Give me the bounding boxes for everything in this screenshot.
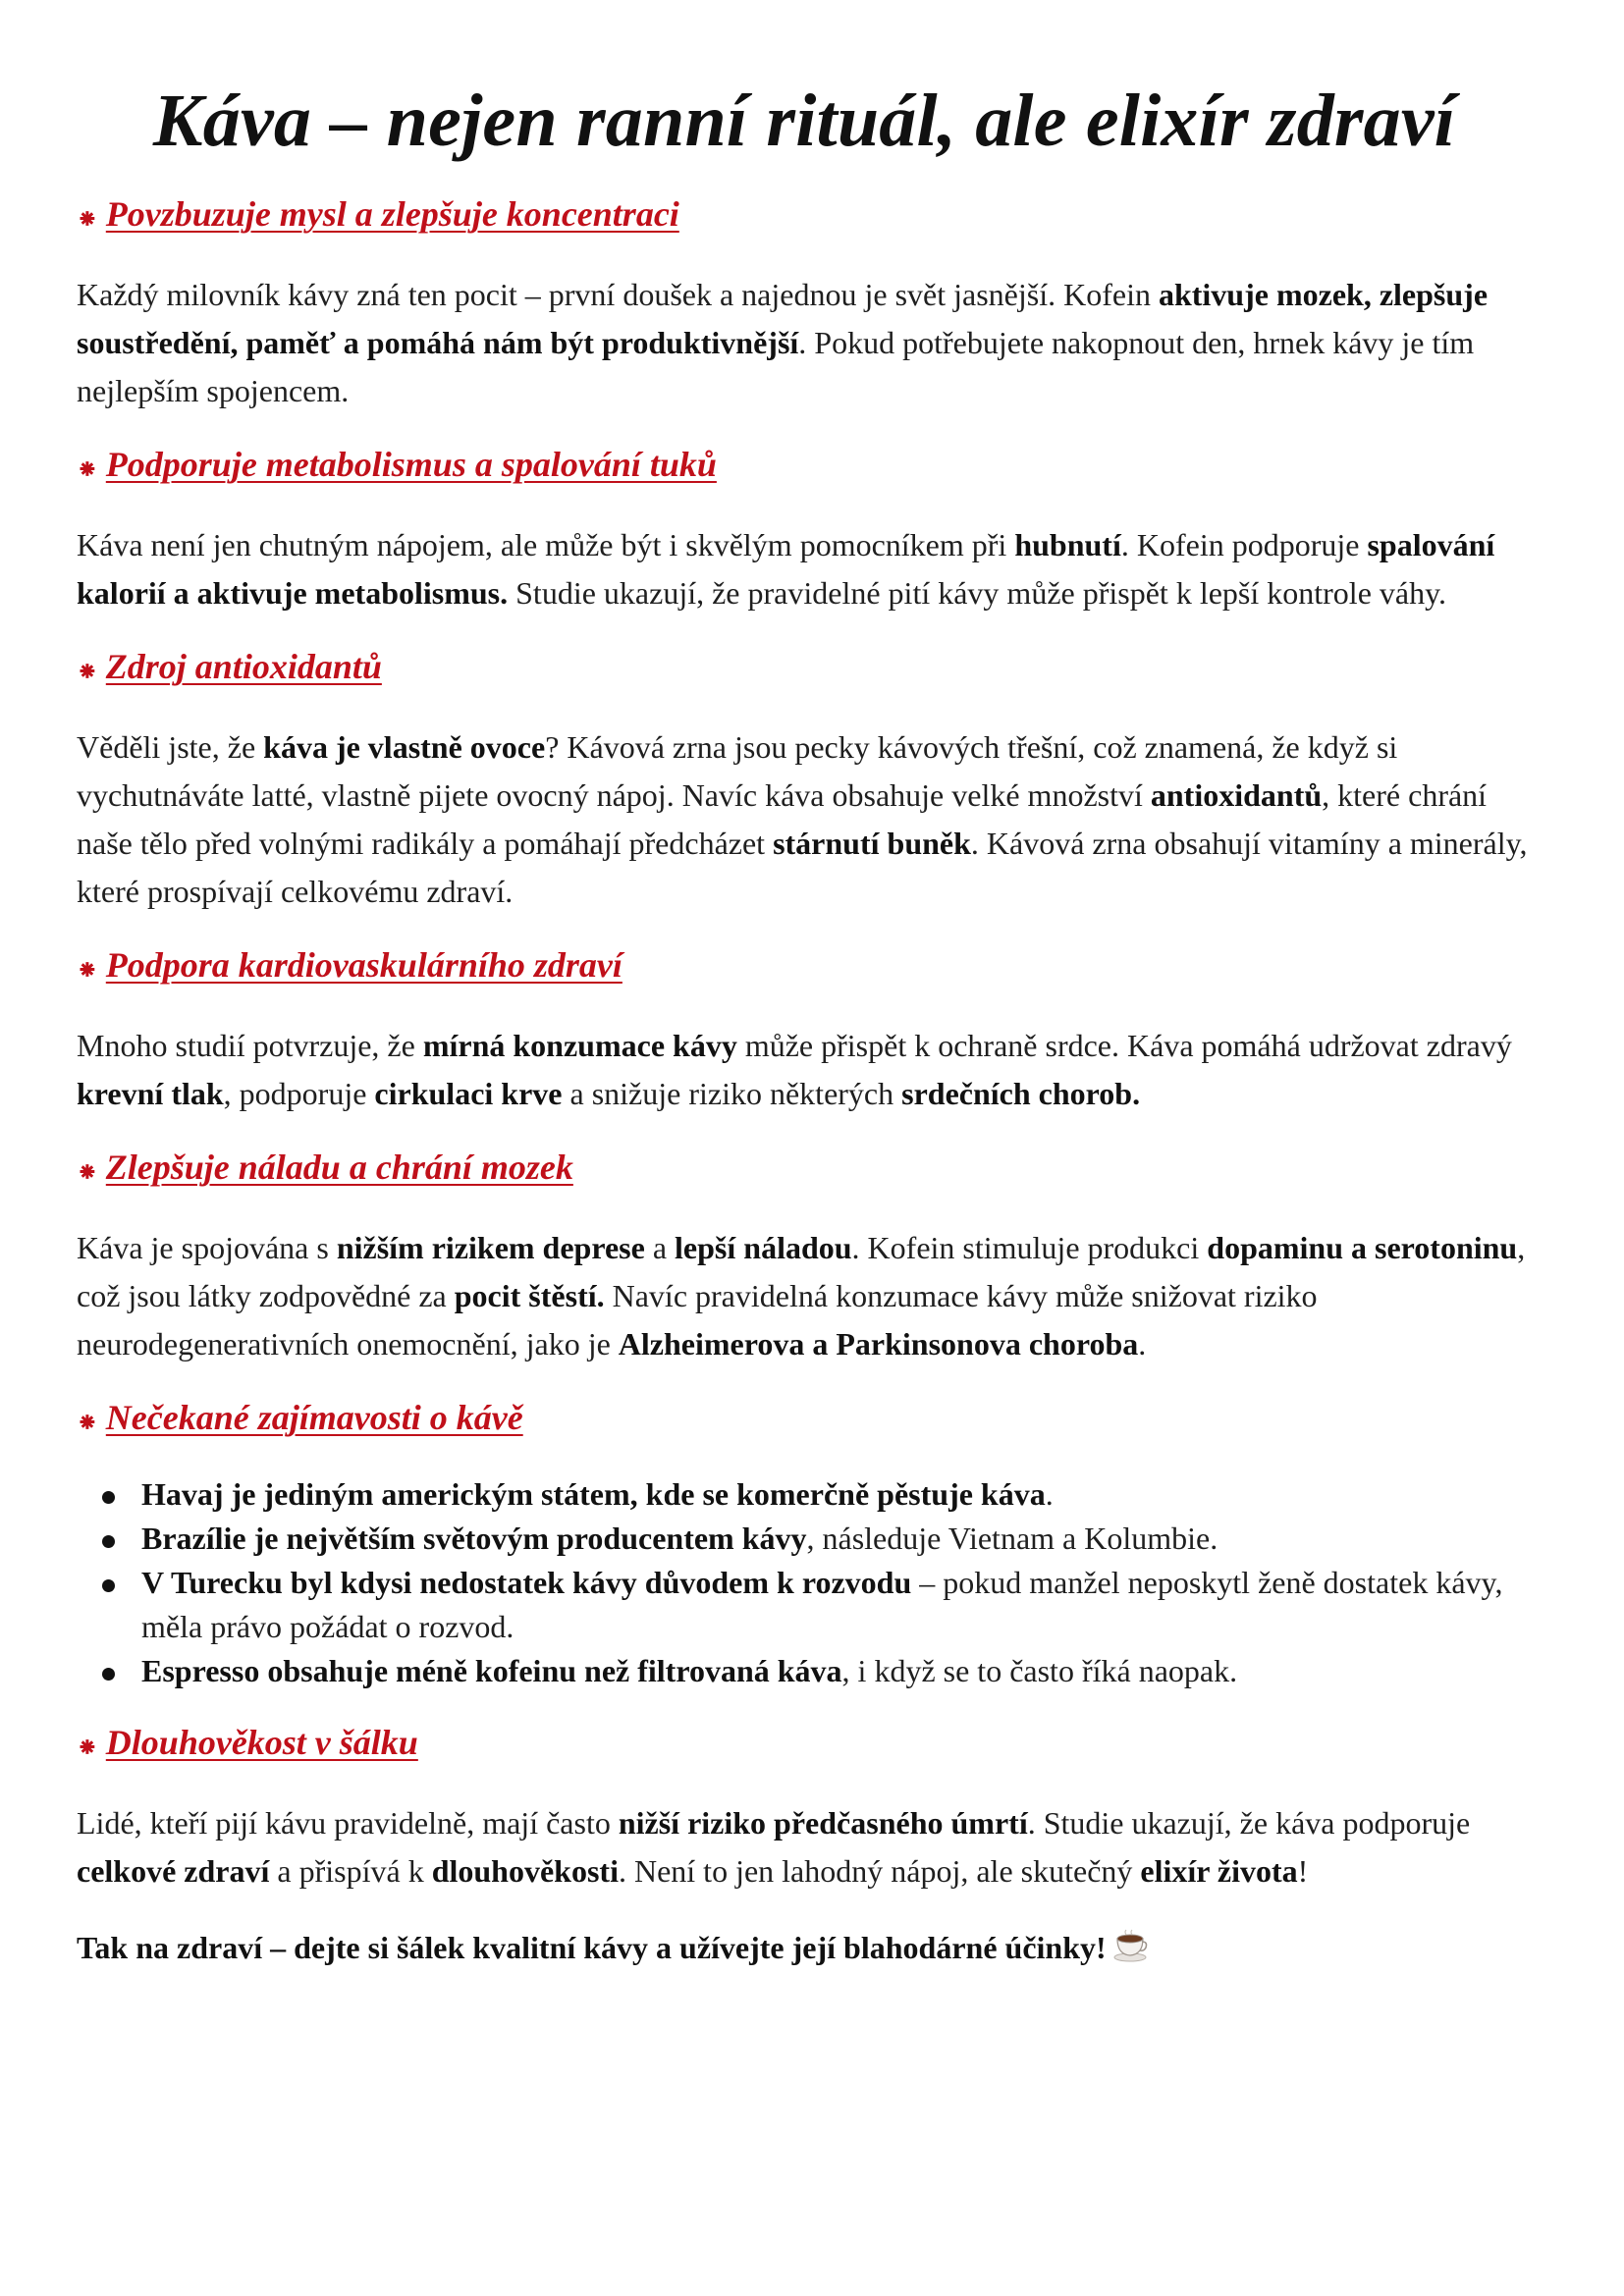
emphasis-text: nižším rizikem deprese xyxy=(336,1230,645,1265)
emphasis-text: elixír života xyxy=(1140,1853,1298,1889)
section-heading xyxy=(77,192,1532,240)
section-paragraph: Věděli jste, že káva je vlastně ovoce? Kávová zrna jsou pecky kávových třešní, což znamená, že když si vychutnáváte latté, vlastně pijete ovocný nápoj. Navíc káva obsahuje velké množství antioxidantů, které chrání naše tělo před volnými radikály a pomáhají předcházet stárnutí buněk. Kávová zrna obsahují vitamíny a minerály, které prospívají celkovému zdraví. xyxy=(77,729,1528,909)
section-trivia xyxy=(77,1396,1532,1693)
bullet-icon xyxy=(102,1535,115,1548)
section-heading-text: Zdroj antioxidantů xyxy=(105,647,382,686)
emphasis-text: celkové zdraví xyxy=(77,1853,270,1889)
list-item xyxy=(141,1472,1532,1517)
section-heading xyxy=(77,1721,1532,1768)
coffee-cup-icon xyxy=(1112,1929,1148,1974)
list-item xyxy=(141,1649,1532,1693)
asterisk-icon: ⁕ xyxy=(77,658,98,686)
asterisk-icon: ⁕ xyxy=(77,455,98,484)
section-heading-text: Podpora kardiovaskulárního zdraví xyxy=(105,945,623,985)
list-item-text: Espresso obsahuje méně kofeinu než filtrovaná káva, i když se to často říká naopak. xyxy=(141,1653,1238,1688)
asterisk-icon: ⁕ xyxy=(77,205,98,234)
asterisk-icon: ⁕ xyxy=(77,1409,98,1437)
emphasis-text: dlouhověkosti xyxy=(431,1853,619,1889)
trivia-list xyxy=(77,1472,1532,1693)
list-item xyxy=(141,1517,1532,1561)
section-mood xyxy=(77,1146,1532,1368)
section-heading xyxy=(77,645,1532,692)
section-metabolism xyxy=(77,443,1532,617)
emphasis-text: nižší riziko předčasného úmrtí xyxy=(618,1805,1028,1841)
emphasis-text: hubnutí xyxy=(1014,527,1121,562)
emphasis-text: V Turecku byl kdysi nedostatek kávy důvodem k rozvodu xyxy=(141,1565,912,1600)
section-heading xyxy=(77,443,1532,490)
section-heading-text: Povzbuzuje mysl a zlepšuje koncentraci xyxy=(105,194,679,234)
section-heading-text: Podporuje metabolismus a spalování tuků xyxy=(105,445,717,484)
emphasis-text: Alzheimerova a Parkinsonova choroba xyxy=(618,1326,1139,1362)
section-paragraph: Každý milovník kávy zná ten pocit – první doušek a najednou je svět jasnější. Kofein aktivuje mozek, zlepšuje soustředění, paměť a pomáhá nám být produktivnější. Pokud potřebujete nakopnout den, hrnek kávy je tím nejlepším spojencem. xyxy=(77,277,1489,408)
emphasis-text: stárnutí buněk xyxy=(773,826,971,861)
asterisk-icon: ⁕ xyxy=(77,956,98,985)
section-heading-text: Nečekané zajímavosti o kávě xyxy=(105,1398,523,1437)
emphasis-text: pocit štěstí. xyxy=(454,1278,605,1313)
bullet-icon xyxy=(102,1668,115,1681)
section-cardio xyxy=(77,943,1532,1118)
emphasis-text: dopaminu a serotoninu xyxy=(1207,1230,1518,1265)
section-heading xyxy=(77,943,1532,990)
page-title: Káva – nejen ranní rituál, ale elixír zdraví xyxy=(152,80,1456,162)
section-paragraph: Lidé, kteří pijí kávu pravidelně, mají často nižší riziko předčasného úmrtí. Studie ukazují, že káva podporuje celkové zdraví a přispívá k dlouhověkosti. Není to jen lahodný nápoj, ale skutečný elixír života! xyxy=(77,1805,1471,1889)
emphasis-text: lepší náladou xyxy=(675,1230,852,1265)
section-heading-text: Dlouhověkost v šálku xyxy=(105,1723,418,1762)
section-paragraph: Mnoho studií potvrzuje, že mírná konzumace kávy může přispět k ochraně srdce. Káva pomáhá udržovat zdravý krevní tlak, podporuje cirkulaci krve a snižuje riziko některých srdečních chorob. xyxy=(77,1028,1512,1111)
bullet-icon xyxy=(102,1491,115,1504)
closing-line xyxy=(77,1925,1532,1974)
emphasis-text: káva je vlastně ovoce xyxy=(263,729,546,765)
emphasis-text: antioxidantů xyxy=(1150,777,1323,813)
list-item-text: Brazílie je největším světovým producentem kávy, následuje Vietnam a Kolumbie. xyxy=(141,1521,1218,1556)
list-item-text: Havaj je jediným americkým státem, kde se komerčně pěstuje káva. xyxy=(141,1476,1054,1512)
section-paragraph: Káva je spojována s nižším rizikem deprese a lepší náladou. Kofein stimuluje produkci dopaminu a serotoninu, což jsou látky zodpovědné za pocit štěstí. Navíc pravidelná konzumace kávy může snižovat riziko neurodegenerativních onemocnění, jako je Alzheimerova a Parkinsonova choroba. xyxy=(77,1230,1526,1362)
emphasis-text: krevní tlak xyxy=(77,1076,224,1111)
bullet-icon xyxy=(102,1579,115,1592)
section-antioxidants xyxy=(77,645,1532,916)
section-longevity xyxy=(77,1721,1532,1896)
emphasis-text: mírná konzumace kávy xyxy=(422,1028,737,1063)
section-heading xyxy=(77,1396,1532,1443)
list-item-text: V Turecku byl kdysi nedostatek kávy důvodem k rozvodu – pokud manžel neposkytl ženě dostatek kávy, měla právo požádat o rozvod. xyxy=(141,1565,1503,1644)
list-item xyxy=(141,1561,1532,1649)
section-heading-text: Zlepšuje náladu a chrání mozek xyxy=(105,1148,573,1187)
section-heading xyxy=(77,1146,1532,1193)
asterisk-icon: ⁕ xyxy=(77,1734,98,1762)
emphasis-text: spalování kalorií a aktivuje metabolismus. xyxy=(77,527,1495,611)
emphasis-text: cirkulaci krve xyxy=(374,1076,563,1111)
emphasis-text: aktivuje mozek, zlepšuje soustředění, paměť a pomáhá nám být produktivnější xyxy=(77,277,1489,360)
emphasis-text: Havaj je jediným americkým státem, kde se komerčně pěstuje káva xyxy=(141,1476,1046,1512)
closing-text: Tak na zdraví – dejte si šálek kvalitní kávy a užívejte její blahodárné účinky! xyxy=(77,1930,1107,1965)
emphasis-text: Brazílie je největším světovým producentem kávy xyxy=(141,1521,807,1556)
emphasis-text: srdečních chorob. xyxy=(901,1076,1141,1111)
section-paragraph: Káva není jen chutným nápojem, ale může být i skvělým pomocníkem při hubnutí. Kofein podporuje spalování kalorií a aktivuje metabolismus. Studie ukazují, že pravidelné pití kávy může přispět k lepší kontrole váhy. xyxy=(77,527,1495,611)
asterisk-icon: ⁕ xyxy=(77,1158,98,1187)
section-focus xyxy=(77,192,1532,415)
emphasis-text: Espresso obsahuje méně kofeinu než filtrovaná káva xyxy=(141,1653,842,1688)
